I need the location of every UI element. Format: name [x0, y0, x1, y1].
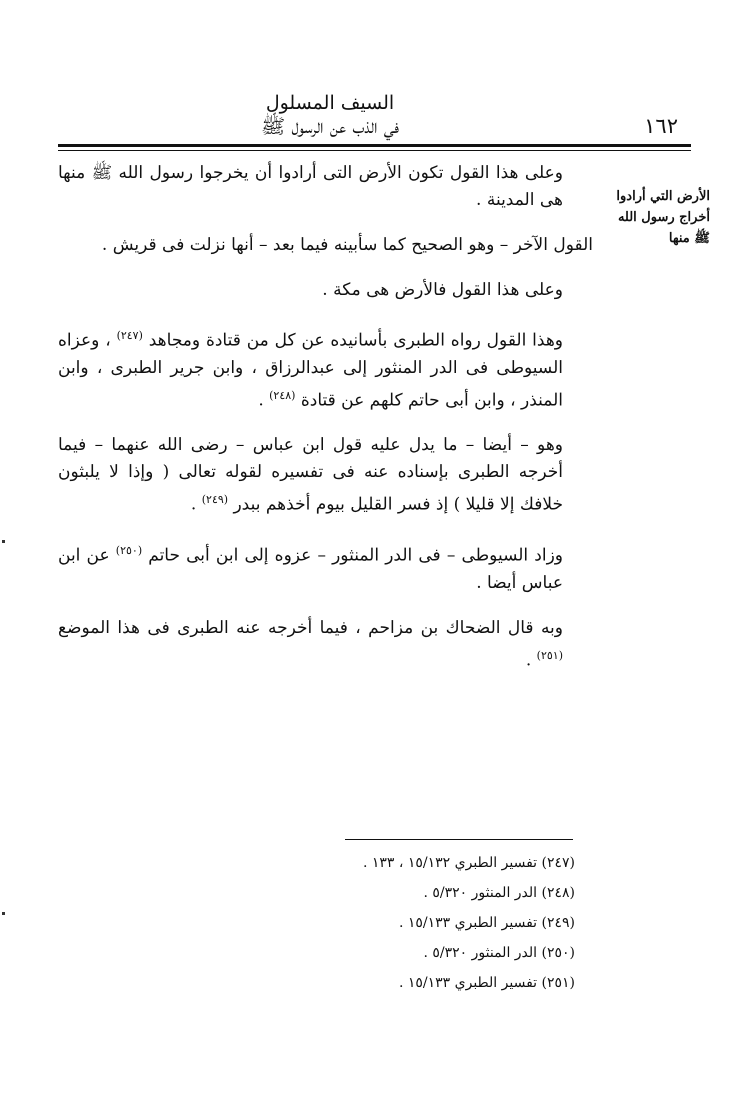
running-title: السيف المسلول — [265, 92, 395, 114]
paragraph-5-text: وهو – أيضا – ما يدل عليه قول ابن عباس – رضى الله عنهما – فيما أخرجه الطبرى بإسناده عنه فى تفسيره لقوله تعالى ( وإذا لا يلبثون خلافك إلا قليلا ) إذ فسر القليل بيوم أخذهم ببدر — [58, 435, 563, 515]
end-mark: . — [190, 494, 197, 515]
end-mark: . — [258, 390, 264, 411]
footnotes — [200, 848, 575, 998]
footnote-248: (٢٤٨) الدر المنثور ٥/٣٢٠ . — [423, 885, 575, 901]
paragraph-2: القول الآخر – وهو الصحيح كما سأبينه فيما بعد – أنها نزلت فى قريش . — [101, 235, 593, 255]
running-subtitle: في الذب عن الرسول ﷺ — [261, 114, 399, 138]
paragraph-4b-text: ، وعزاه السيوطى فى الدر المنثور إلى عبدالرزاق ، وابن جرير الطبرى ، وابن المنذر ، وابن أبى حاتم كلهم عن قتادة — [58, 330, 563, 411]
footnote-rule — [345, 839, 573, 840]
header-rule-thick — [58, 144, 691, 147]
end-mark: . — [525, 650, 532, 671]
body-text — [58, 160, 593, 692]
paragraph-7-text: وبه قال الضحاك بن مزاحم ، فيما أخرجه عنه الطبرى فى هذا الموضع — [58, 617, 563, 638]
paragraph-6b-text: عن ابن عباس أيضا . — [58, 545, 563, 593]
paragraph-6 — [58, 537, 593, 597]
paragraph-5 — [58, 432, 593, 519]
footnote-ref-249: (٢٤٩) — [201, 493, 229, 507]
footnote-ref-248: (٢٤٨) — [269, 388, 296, 402]
footnote-ref-251: (٢٥١) — [536, 648, 563, 662]
paragraph-4 — [58, 322, 593, 414]
paragraph-4-text: وهذا القول رواه الطبرى بأسانيده عن كل من قتادة ومجاهد — [148, 330, 563, 351]
footnote-249: (٢٤٩) تفسير الطبري ١٥/١٣٣ . — [398, 915, 575, 931]
footnote-250: (٢٥٠) الدر المنثور ٥/٣٢٠ . — [423, 945, 575, 961]
paragraph-1: وعلى هذا القول تكون الأرض التى أرادوا أن يخرجوا رسول الله ﷺ منها هى المدينة . — [58, 163, 563, 210]
footnote-ref-250: (٢٥٠) — [115, 543, 143, 557]
margin-note: الأرض التي أرادوا أخراج رسول الله ﷺ منها — [616, 189, 710, 246]
paragraph-7 — [58, 615, 593, 675]
footnote-251: (٢٥١) تفسير الطبري ١٥/١٣٣ . — [398, 975, 575, 991]
page-number: ١٦٢ — [644, 114, 678, 138]
footnote-247: (٢٤٧) تفسير الطبري ١٥/١٣٢ ، ١٣٣ . — [362, 855, 575, 871]
paragraph-3: وعلى هذا القول فالأرض هى مكة . — [322, 280, 563, 300]
header-rule-thin — [58, 150, 691, 151]
scan-edge-mark — [2, 912, 5, 915]
paragraph-6-text: وزاد السيوطى – فى الدر المنثور – عزوه إلى ابن أبى حاتم — [148, 545, 564, 566]
scan-edge-mark — [2, 540, 5, 543]
footnote-ref-247: (٢٤٧) — [116, 329, 143, 342]
